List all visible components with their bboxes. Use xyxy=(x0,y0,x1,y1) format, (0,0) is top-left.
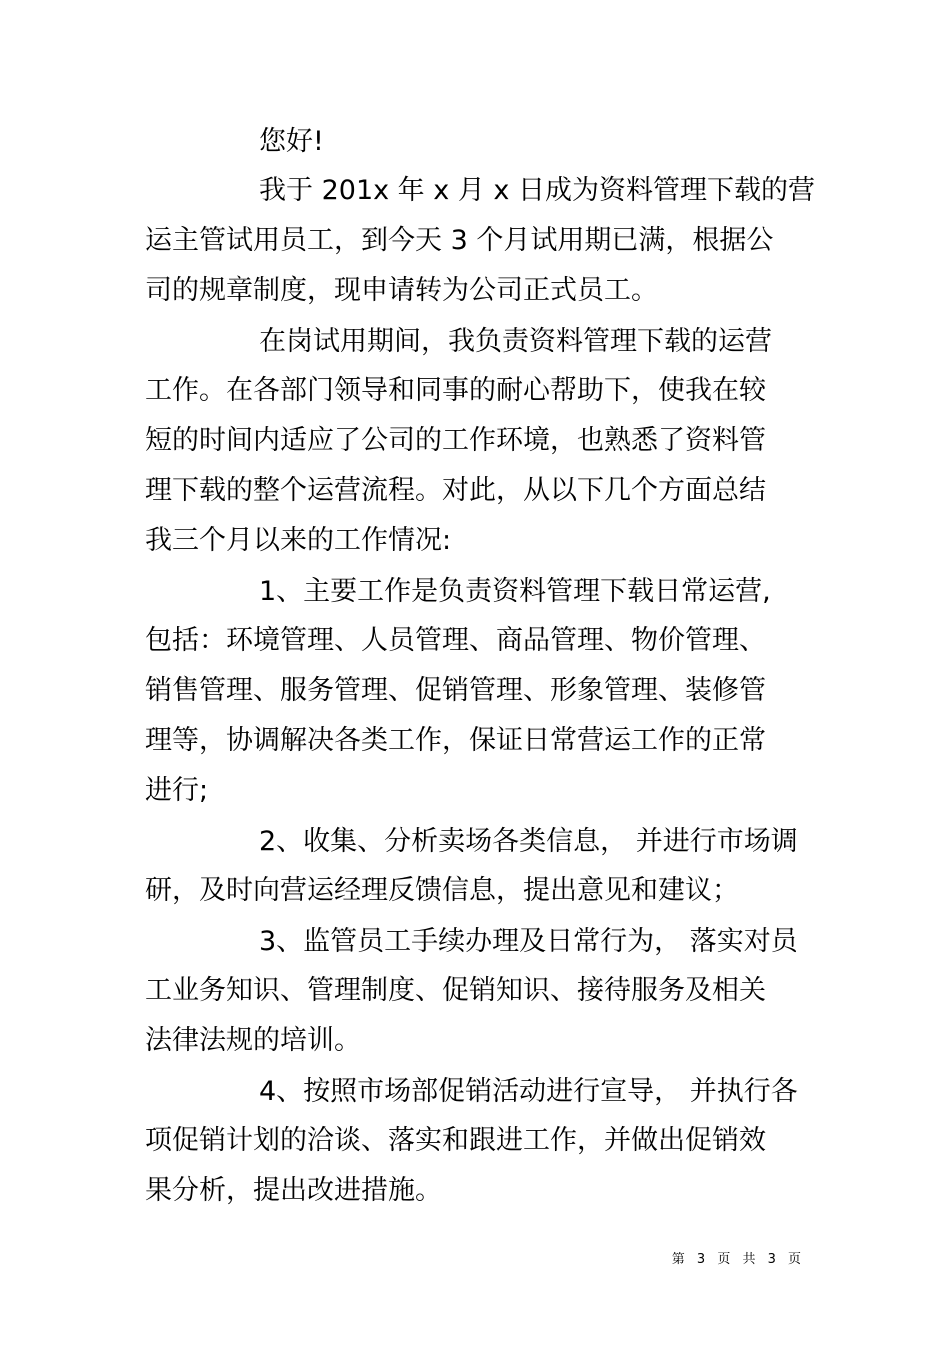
text-line: 理等，协调解决各类工作，保证日常营运工作的正常 xyxy=(145,725,766,756)
text-line: 司的规章制度，现申请转为公司正式员工。 xyxy=(145,275,658,306)
text-line: 果分析，提出改进措施。 xyxy=(145,1175,442,1206)
text-line: 销售管理、服务管理、促销管理、形象管理、装修管 xyxy=(145,675,766,706)
text-line: 项促销计划的洽谈、落实和跟进工作，并做出促销效 xyxy=(145,1125,766,1156)
text-line: 包括：环境管理、人员管理、商品管理、物价管理、 xyxy=(145,625,766,656)
text-line: 工业务知识、管理制度、促销知识、接待服务及相关 xyxy=(145,975,766,1006)
text-line: 3、监管员工手续办理及日常行为， 落实对员 xyxy=(259,926,798,957)
text-line: 我于 201x 年 x 月 x 日成为资料管理下载的营 xyxy=(259,175,815,206)
text-line: 运主管试用员工，到今天 3 个月试用期已满，根据公 xyxy=(145,225,774,256)
text-line: 工作。在各部门领导和同事的耐心帮助下，使我在较 xyxy=(145,375,766,406)
page-number: 第 3 页 共 3 页 xyxy=(671,1252,805,1267)
text-line: 1、主要工作是负责资料管理下载日常运营, xyxy=(259,576,771,607)
text-line: 研，及时向营运经理反馈信息，提出意见和建议； xyxy=(145,875,739,906)
text-line: 我三个月以来的工作情况: xyxy=(145,525,452,556)
text-line: 理下载的整个运营流程。对此，从以下几个方面总结 xyxy=(145,475,766,506)
text-line: 法律法规的培训。 xyxy=(145,1025,361,1056)
text-line: 短的时间内适应了公司的工作环境，也熟悉了资料管 xyxy=(145,425,766,456)
text-line-greeting: 您好! xyxy=(259,126,324,157)
text-line: 在岗试用期间，我负责资料管理下载的运营 xyxy=(259,326,772,357)
text-line: 2、收集、分析卖场各类信息， 并进行市场调 xyxy=(259,826,798,857)
text-line: 进行; xyxy=(145,775,209,806)
text-line: 4、按照市场部促销活动进行宣导， 并执行各 xyxy=(259,1076,798,1107)
